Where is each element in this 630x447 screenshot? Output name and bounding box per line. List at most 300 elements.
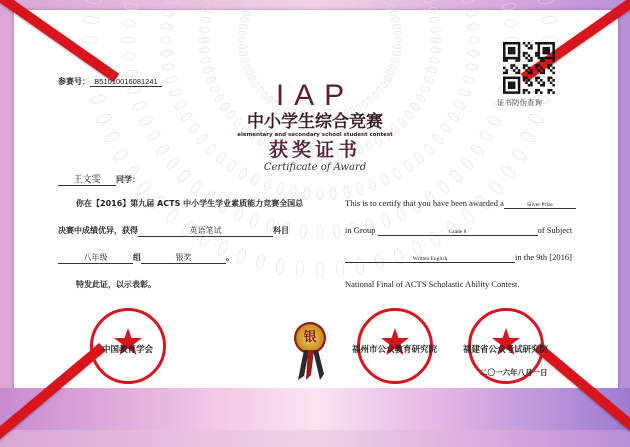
ray-mark: [121, 37, 135, 43]
qr-module: [503, 42, 506, 45]
qr-module: [545, 49, 548, 52]
qr-module: [525, 82, 528, 85]
qr-module: [530, 47, 533, 50]
ray-mark: [89, 94, 106, 105]
ray-mark: [333, 224, 340, 238]
qr-module: [538, 49, 541, 52]
qr-module: [518, 86, 521, 89]
qr-module: [513, 82, 516, 85]
qr-module: [523, 42, 526, 45]
ray-mark: [275, 258, 285, 275]
ray-mark: [449, 169, 463, 183]
qr-module: [510, 52, 512, 55]
qr-module: [535, 54, 538, 57]
qr-module: [528, 42, 531, 45]
qr-module: [543, 59, 546, 62]
qr-module: [543, 82, 546, 85]
ray-mark: [465, 10, 478, 17]
qr-module: [518, 72, 521, 75]
ray-mark: [209, 85, 220, 93]
qr-module: [552, 49, 555, 52]
ray-mark: [317, 225, 323, 239]
qr-module: [538, 77, 541, 80]
body-en-line3: [345, 252, 572, 263]
ray-mark: [155, 144, 170, 157]
ray-mark: [263, 178, 272, 191]
ray-mark: [245, 4, 254, 11]
ray-mark: [296, 261, 304, 278]
ray-mark: [121, 53, 135, 60]
ray-mark: [138, 115, 153, 127]
qr-module: [505, 57, 508, 60]
qr-module: [543, 72, 546, 75]
entry-number-row: [58, 76, 162, 87]
qr-module: [505, 69, 508, 72]
body-en-line2: [345, 225, 572, 236]
qr-module: [508, 82, 511, 85]
ray-mark: [437, 180, 451, 195]
qr-module: [538, 42, 541, 45]
qr-module: [510, 91, 512, 94]
qr-module: [535, 52, 538, 55]
seal-label: 福建省公众考试研究院: [463, 345, 549, 355]
ray-mark: [541, 16, 558, 24]
qr-module: [540, 67, 543, 70]
ray-mark: [199, 38, 209, 43]
ray-mark: [238, 31, 246, 35]
logo-iap: IAP: [275, 79, 355, 112]
ribbon-tails-icon: [296, 350, 326, 382]
body-en-line1: [345, 198, 576, 209]
body-cn-line1: 你在【2016】第九届 ACTS 中小学生学业素质能力竞赛全国总: [76, 199, 304, 208]
ray-mark: [470, 144, 485, 157]
qr-module: [518, 49, 521, 52]
text: This is to certify that you have been awarded a: [345, 198, 504, 208]
qr-module: [550, 64, 553, 67]
qr-module: [540, 79, 543, 82]
qr-caption: 证书防伪查询: [497, 98, 542, 107]
qr-module: [528, 72, 531, 75]
ray-mark: [83, 16, 100, 24]
prize-en: Silver Prize: [504, 202, 576, 209]
qr-module: [543, 42, 546, 45]
qr-module: [518, 54, 521, 57]
qr-module: [540, 91, 543, 94]
qr-module: [508, 91, 511, 94]
qr-module: [523, 64, 526, 67]
ray-mark: [112, 148, 129, 162]
prize-cn: 银奖: [141, 252, 226, 264]
ray-mark: [132, 100, 147, 111]
ray-mark: [427, 67, 438, 74]
qr-module: [550, 89, 553, 92]
qr-module: [538, 44, 541, 47]
ray-mark: [453, 100, 466, 110]
group-cn: 八年级: [58, 252, 133, 264]
ray-mark: [190, 180, 204, 195]
qr-module: [552, 52, 555, 55]
qr-module: [505, 59, 508, 62]
ray-mark: [240, 17, 249, 23]
ray-mark: [467, 50, 479, 56]
ray-mark: [394, 38, 402, 42]
qr-module: [518, 59, 521, 62]
ray-mark: [238, 38, 246, 42]
ray-mark: [203, 6, 214, 13]
qr-module: [518, 57, 521, 60]
ray-mark: [467, 23, 479, 29]
ray-mark: [383, 0, 392, 5]
ray-mark: [502, 2, 517, 11]
qr-module: [515, 59, 518, 62]
ray-mark: [356, 182, 364, 195]
ray-mark: [504, 20, 518, 27]
qr-module: [552, 91, 555, 94]
qr-module: [510, 84, 512, 87]
ray-mark: [391, 57, 400, 63]
qr-module: [543, 47, 546, 50]
ray-mark: [235, 247, 247, 264]
body-cn-line3: [58, 252, 234, 264]
ray-mark: [468, 37, 480, 42]
ray-mark: [394, 31, 402, 35]
ray-mark: [95, 113, 112, 125]
qr-module: [550, 69, 553, 72]
qr-module: [528, 54, 531, 57]
ray-mark: [460, 157, 475, 171]
qr-module: [503, 57, 506, 60]
qr-module: [508, 57, 511, 60]
qr-module: [525, 44, 528, 47]
qr-module: [513, 84, 516, 87]
qr-module: [523, 91, 526, 94]
qr-module: [530, 59, 533, 62]
qr-module: [543, 84, 546, 87]
qr-module: [518, 69, 521, 72]
qr-module: [503, 44, 506, 47]
qr-module: [508, 49, 511, 52]
ray-mark: [164, 208, 180, 225]
subject-en: Written English: [345, 256, 515, 263]
qr-module: [503, 79, 506, 82]
ray-mark: [160, 50, 172, 56]
ray-mark: [239, 51, 248, 56]
ray-mark: [206, 76, 217, 84]
qr-module: [515, 91, 518, 94]
qr-module: [523, 77, 526, 80]
text: in the 9th [2016]: [515, 252, 572, 262]
qr-module: [547, 49, 550, 52]
qr-module: [525, 89, 528, 92]
ray-mark: [242, 10, 251, 16]
qr-module: [503, 52, 506, 55]
ray-mark: [245, 70, 254, 77]
ray-mark: [427, 6, 438, 13]
qr-module: [508, 77, 511, 80]
qr-module: [503, 91, 506, 94]
ray-mark: [460, 208, 476, 225]
ray-mark: [317, 262, 324, 278]
qr-module: [538, 52, 541, 55]
qr-module: [518, 79, 521, 82]
qr-module: [552, 59, 555, 62]
ray-mark: [424, 0, 435, 4]
qr-module: [508, 42, 511, 45]
body-en-line4: National Final of ACTS Scholastic Ability Contest.: [345, 279, 520, 289]
qr-module: [545, 57, 548, 60]
qr-module: [510, 57, 512, 60]
ray-mark: [380, 173, 390, 186]
ray-mark: [410, 102, 421, 112]
ray-mark: [317, 188, 322, 200]
qr-module: [503, 54, 506, 57]
ray-mark: [200, 57, 211, 63]
qr-module: [547, 91, 550, 94]
qr-module: [528, 84, 531, 87]
qr-module: [518, 42, 521, 45]
entry-number: B51010016081241: [90, 77, 162, 87]
qr-module: [518, 52, 521, 55]
ray-mark: [187, 123, 200, 134]
qr-module: [503, 86, 506, 89]
qr-module: [540, 42, 543, 45]
qr-module: [552, 44, 555, 47]
qr-module: [503, 59, 506, 62]
qr-module: [543, 49, 546, 52]
qr-module: [552, 47, 555, 50]
qr-module: [528, 91, 531, 94]
qr-module: [513, 77, 516, 80]
ray-mark: [203, 67, 214, 74]
qr-module: [510, 42, 512, 45]
qr-module: [550, 57, 553, 60]
certificate-title-en: Certificate of Award: [263, 162, 367, 173]
qr-module: [508, 52, 511, 55]
ray-mark: [180, 112, 193, 123]
ray-mark: [486, 115, 501, 127]
qr-module: [547, 79, 550, 82]
qr-module: [525, 52, 528, 55]
ray-mark: [169, 88, 182, 97]
ray-mark: [199, 47, 209, 52]
qr-module: [505, 72, 508, 75]
ray-mark: [330, 187, 336, 199]
qr-module: [538, 57, 541, 60]
qr-module: [515, 42, 518, 45]
ray-mark: [239, 24, 248, 29]
qr-module: [518, 91, 521, 94]
ray-mark: [386, 70, 395, 77]
ray-mark: [440, 123, 453, 134]
seal-label: 中国教育学会: [102, 345, 154, 355]
ray-mark: [121, 20, 135, 27]
ray-mark: [447, 112, 460, 123]
qr-module: [552, 57, 555, 60]
ray-mark: [242, 64, 251, 70]
qr-module: [523, 79, 526, 82]
recipient-row: [58, 172, 140, 186]
qr-module: [547, 64, 550, 67]
ray-mark: [393, 24, 402, 29]
ray-mark: [432, 133, 445, 145]
qr-module: [503, 47, 506, 50]
qr-module: [535, 64, 538, 67]
recipient-suffix: 同学：: [116, 175, 140, 184]
ray-mark: [162, 63, 175, 70]
qr-module: [540, 57, 543, 60]
qr-module: [550, 82, 553, 85]
qr-module: [530, 44, 533, 47]
group-en: Grade 8: [378, 229, 538, 236]
ray-mark: [415, 94, 426, 103]
qr-module: [515, 77, 518, 80]
qr-module: [513, 49, 516, 52]
qr-module: [503, 72, 506, 75]
body-cn-closing: 特发此证，以示表彰。: [76, 280, 156, 289]
contest-title: 中小学生综合竞赛: [247, 112, 383, 132]
qr-module: [545, 42, 548, 45]
qr-module: [550, 77, 553, 80]
issue-date: 二〇一六年八月一日: [480, 368, 548, 377]
qr-module: [518, 82, 521, 85]
ray-mark: [276, 182, 284, 195]
ray-mark: [165, 76, 178, 84]
qr-module: [530, 69, 533, 72]
text: 组: [133, 253, 141, 262]
qr-module: [503, 67, 506, 70]
qr-module: [547, 77, 550, 80]
qr-module: [552, 72, 555, 75]
ray-mark: [160, 37, 172, 42]
ray-mark: [430, 47, 440, 52]
ray-mark: [423, 143, 435, 155]
entry-number-label: 参赛号：: [58, 77, 90, 86]
qr-module: [535, 77, 538, 80]
qr-module: [552, 67, 555, 70]
seal-label: 福州市公众教育研究院: [352, 345, 438, 355]
ray-mark: [303, 187, 309, 199]
ray-mark: [424, 76, 435, 84]
ray-mark: [162, 10, 175, 17]
ray-mark: [429, 57, 440, 63]
qr-module: [525, 64, 528, 67]
qr-module: [510, 86, 512, 89]
qr-module: [505, 42, 508, 45]
qr-module: [510, 67, 512, 70]
qr-module: [530, 84, 533, 87]
ray-mark: [343, 185, 350, 198]
qr-module: [535, 91, 538, 94]
ray-mark: [413, 152, 425, 165]
ray-mark: [177, 169, 191, 183]
ray-mark: [538, 0, 555, 5]
qr-module: [547, 67, 550, 70]
ray-mark: [458, 88, 471, 97]
qr-module: [505, 77, 508, 80]
ray-mark: [290, 185, 297, 198]
ray-mark: [199, 27, 209, 32]
ray-mark: [368, 178, 377, 191]
qr-module: [510, 49, 512, 52]
qr-module: [525, 77, 528, 80]
qr-module: [530, 57, 533, 60]
qr-module: [528, 47, 531, 50]
qr-module: [503, 49, 506, 52]
qr-module: [538, 69, 541, 72]
qr-module: [543, 69, 546, 72]
qr-module: [523, 54, 526, 57]
ray-mark: [205, 143, 217, 155]
text: 科目: [273, 226, 289, 235]
qr-module: [535, 67, 538, 70]
subject-cn: 英语笔试: [138, 225, 273, 237]
ray-mark: [166, 157, 181, 171]
qr-module: [538, 64, 541, 67]
text: 。: [226, 253, 234, 262]
qr-module: [547, 89, 550, 92]
contest-subtitle: elementary and secondary school student contest: [237, 132, 393, 138]
qr-module: [545, 47, 548, 50]
ray-mark: [85, 0, 102, 5]
qr-module: [535, 42, 538, 45]
qr-module: [503, 77, 506, 80]
qr-module: [513, 64, 516, 67]
ray-mark: [520, 131, 537, 144]
qr-module: [528, 59, 531, 62]
qr-module: [515, 72, 518, 75]
qr-module: [513, 86, 516, 89]
ray-mark: [300, 224, 307, 238]
ray-mark: [386, 4, 395, 11]
ray-mark: [248, 0, 257, 5]
qr-module: [535, 89, 538, 92]
qr-module: [515, 57, 518, 60]
qr-module: [540, 72, 543, 75]
qr-code[interactable]: [503, 42, 555, 94]
ray-mark: [103, 131, 120, 144]
ray-mark: [389, 10, 398, 16]
qr-module: [547, 57, 550, 60]
qr-module: [503, 89, 506, 92]
ray-mark: [250, 173, 260, 186]
ray-mark: [431, 38, 441, 43]
qr-module: [513, 57, 516, 60]
qr-module: [513, 69, 516, 72]
qr-module: [508, 86, 511, 89]
qr-module: [547, 47, 550, 50]
ray-mark: [240, 57, 249, 63]
qr-module: [518, 89, 521, 92]
qr-module: [552, 54, 555, 57]
ray-mark: [391, 17, 400, 23]
ray-mark: [389, 64, 398, 70]
ray-mark: [174, 100, 187, 110]
ray-mark: [123, 2, 138, 11]
qr-module: [550, 42, 553, 45]
qr-module: [508, 84, 511, 87]
qr-module: [523, 67, 526, 70]
qr-module: [518, 77, 521, 80]
qr-module: [510, 47, 512, 50]
qr-module: [547, 42, 550, 45]
ray-mark: [479, 130, 494, 142]
ray-mark: [336, 261, 344, 278]
ray-mark: [500, 164, 517, 179]
qr-module: [543, 57, 546, 60]
qr-module: [505, 91, 508, 94]
qr-module: [545, 52, 548, 55]
qr-module: [518, 44, 521, 47]
